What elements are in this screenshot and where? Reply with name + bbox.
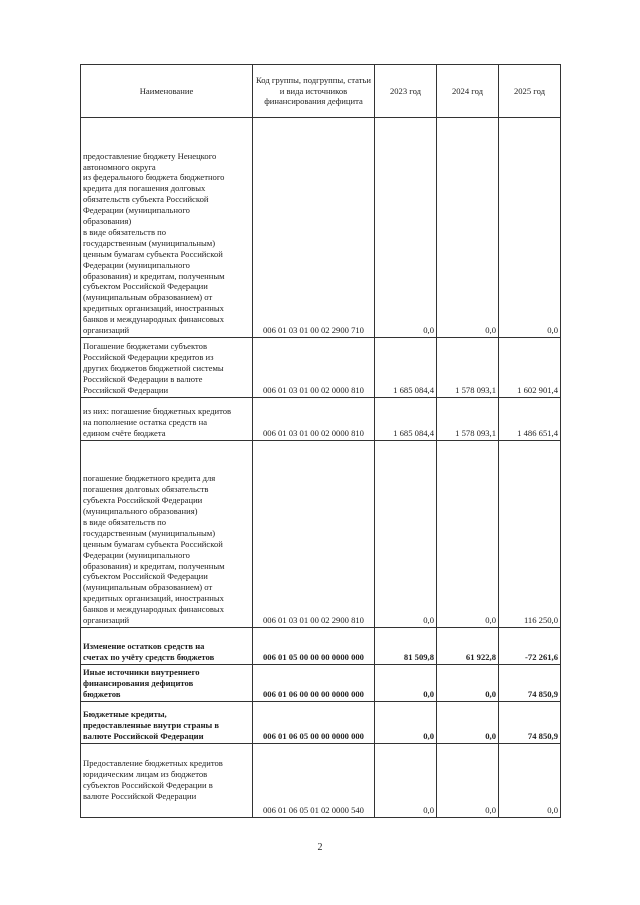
row-value-2023: 1 685 084,4 xyxy=(375,398,437,441)
row-code: 006 01 06 05 01 02 0000 540 xyxy=(253,744,375,818)
page-number: 2 xyxy=(317,842,323,853)
row-code: 006 01 03 01 00 02 2900 710 xyxy=(253,118,375,338)
row-value-2023: 1 685 084,4 xyxy=(375,338,437,398)
row-code: 006 01 03 01 00 02 0000 810 xyxy=(253,398,375,441)
row-value-2025: 74 850,9 xyxy=(499,665,561,702)
table-row xyxy=(81,702,561,744)
header-2025: 2025 год xyxy=(499,65,561,118)
row-value-2025: 1 602 901,4 xyxy=(499,338,561,398)
row-name xyxy=(81,744,253,818)
row-value-2025: 116 250,0 xyxy=(499,441,561,628)
row-value-2024: 0,0 xyxy=(437,118,499,338)
table-row xyxy=(81,441,561,628)
row-name-text: Предоставление бюджетных кредитов юридическим лицам из бюджетов субъектов Российской Федерации в валюте Российской Федерации xyxy=(83,758,223,802)
table-row xyxy=(81,628,561,665)
row-value-2024: 0,0 xyxy=(437,702,499,744)
row-name: Бюджетные кредиты, предоставленные внутри страны в валюте Российской Федерации xyxy=(81,702,253,744)
budget-sources-table xyxy=(80,64,561,818)
header-row xyxy=(81,65,561,118)
row-name: предоставление бюджету Ненецкого автономного округа из федерального бюджета бюджетного кредита для погашения долговых обязательств субъекта Российской Федерации (муниципального образования) в виде обязательств по государственным (муниципальным) ценным бумагам субъекта Российской Федерации (муниципального образования) и кредитам, полученным субъектом Российской Федерации (муниципальным образованием) от кредитных организаций, иностранных банков и международных финансовых организаций xyxy=(81,118,253,338)
row-value-2024: 1 578 093,1 xyxy=(437,398,499,441)
table-row xyxy=(81,398,561,441)
row-value-2024: 0,0 xyxy=(437,744,499,818)
header-code: Код группы, подгруппы, статьи и вида источников финансирования дефицита xyxy=(253,65,375,118)
table-header xyxy=(81,65,561,118)
row-name: погашение бюджетного кредита для погашения долговых обязательств субъекта Российской Федерации (муниципального образования) в виде обязательств по государственным (муниципальным) ценным бумагам субъекта Российской Федерации (муниципального образования) и кредитам, полученным субъектом Российской Федерации (муниципальным образованием) от кредитных организаций, иностранных банков и международных финансовых организаций xyxy=(81,441,253,628)
row-value-2023: 0,0 xyxy=(375,665,437,702)
row-value-2025: 1 486 651,4 xyxy=(499,398,561,441)
row-name: из них: погашение бюджетных кредитов на пополнение остатка средств на едином счёте бюджета xyxy=(81,398,253,441)
row-value-2023: 0,0 xyxy=(375,441,437,628)
table-row xyxy=(81,118,561,338)
row-value-2024: 0,0 xyxy=(437,665,499,702)
row-name: Иные источники внутреннего финансирования дефицитов бюджетов xyxy=(81,665,253,702)
header-2023: 2023 год xyxy=(375,65,437,118)
row-code: 006 01 06 05 00 00 0000 000 xyxy=(253,702,375,744)
row-code: 006 01 05 00 00 00 0000 000 xyxy=(253,628,375,665)
table-body xyxy=(81,118,561,818)
row-value-2025: 74 850,9 xyxy=(499,702,561,744)
row-code: 006 01 03 01 00 02 2900 810 xyxy=(253,441,375,628)
table-row xyxy=(81,665,561,702)
header-2024: 2024 год xyxy=(437,65,499,118)
row-value-2025: 0,0 xyxy=(499,118,561,338)
table-row xyxy=(81,338,561,398)
row-value-2025: -72 261,6 xyxy=(499,628,561,665)
row-value-2024: 0,0 xyxy=(437,441,499,628)
row-value-2023: 81 509,8 xyxy=(375,628,437,665)
row-value-2024: 61 922,8 xyxy=(437,628,499,665)
row-name: Изменение остатков средств на счетах по учёту средств бюджетов xyxy=(81,628,253,665)
row-code: 006 01 03 01 00 02 0000 810 xyxy=(253,338,375,398)
row-value-2023: 0,0 xyxy=(375,702,437,744)
row-value-2025: 0,0 xyxy=(499,744,561,818)
header-name: Наименование xyxy=(81,65,253,118)
row-name: Погашение бюджетами субъектов Российской Федерации кредитов из других бюджетов бюджетной системы Российской Федерации в валюте Российской Федерации xyxy=(81,338,253,398)
row-value-2023: 0,0 xyxy=(375,118,437,338)
row-value-2023: 0,0 xyxy=(375,744,437,818)
table-row xyxy=(81,744,561,818)
row-value-2024: 1 578 093,1 xyxy=(437,338,499,398)
row-code: 006 01 06 00 00 00 0000 000 xyxy=(253,665,375,702)
